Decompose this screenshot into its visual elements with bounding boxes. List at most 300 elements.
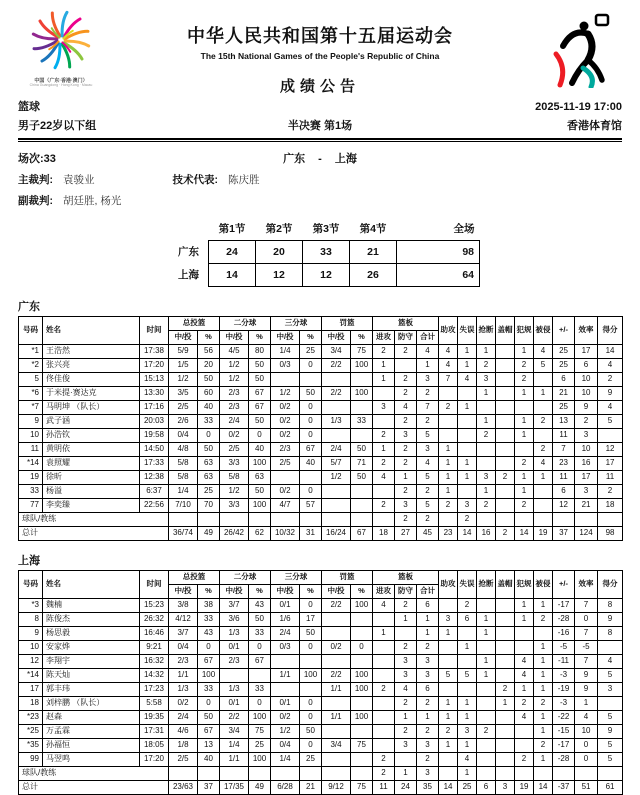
stat-cell [515, 626, 534, 640]
quarter-table [160, 218, 480, 287]
column-header: 犯规 [515, 570, 534, 598]
stat-cell: 2 [373, 682, 395, 696]
stat-cell: 27 [395, 526, 417, 540]
stat-cell: 100 [351, 598, 373, 612]
stat-cell [496, 640, 515, 654]
stat-cell: 4 [417, 344, 439, 358]
column-header: 三分球 [271, 316, 322, 330]
stat-cell: 0/2 [271, 400, 300, 414]
stat-cell: 3/7 [220, 598, 249, 612]
stat-cell [477, 710, 496, 724]
stat-cell: 9 [598, 724, 623, 738]
stat-cell: 1 [477, 344, 496, 358]
stat-cell: 1 [477, 414, 496, 428]
stat-cell: 24 [395, 780, 417, 794]
stat-cell: 14:50 [140, 442, 169, 456]
stat-cell: 1 [496, 696, 515, 710]
stat-cell [271, 512, 300, 526]
player-number: 77 [19, 498, 43, 512]
stat-cell [220, 512, 249, 526]
stat-cell: 1 [575, 696, 598, 710]
player-row [19, 752, 623, 766]
player-number: *6 [19, 386, 43, 400]
stat-cell: 10 [575, 442, 598, 456]
stat-cell: 2/5 [271, 456, 300, 470]
stat-cell [351, 484, 373, 498]
stat-cell: 1 [458, 696, 477, 710]
stat-cell: 3 [395, 498, 417, 512]
stat-cell: 11 [598, 470, 623, 484]
stat-cell: 100 [198, 668, 220, 682]
stat-cell: 6 [553, 372, 575, 386]
stat-cell: 1 [534, 752, 553, 766]
stat-cell: 1 [458, 640, 477, 654]
stat-cell: 4 [417, 456, 439, 470]
stat-cell: 50 [198, 710, 220, 724]
column-header: 防守 [395, 584, 417, 598]
stat-cell: 50 [351, 470, 373, 484]
player-row [19, 626, 623, 640]
stat-cell: 100 [249, 498, 271, 512]
stat-cell: 3 [458, 498, 477, 512]
stat-cell: 3 [439, 612, 458, 626]
stat-cell: 25 [198, 484, 220, 498]
quarter-score-cell: 12 [256, 263, 303, 286]
stat-cell: 2/2 [220, 710, 249, 724]
stat-cell: 63 [198, 470, 220, 484]
column-header: +/- [553, 570, 575, 598]
player-number: *7 [19, 400, 43, 414]
column-header: 效率 [575, 316, 598, 344]
stat-cell: 0 [300, 710, 322, 724]
player-name: 黄明依 [43, 442, 140, 456]
stat-cell: 2 [534, 442, 553, 456]
stat-cell [496, 400, 515, 414]
stat-cell [534, 484, 553, 498]
stat-cell: 1 [515, 612, 534, 626]
stat-cell: 2/3 [271, 442, 300, 456]
stat-cell: 67 [249, 400, 271, 414]
player-name: 佟佳俊 [43, 372, 140, 386]
column-header: 二分球 [220, 570, 271, 584]
team-name-guangdong: 广东 [18, 300, 40, 313]
quarter-header: 第3节 [312, 223, 340, 235]
stat-cell: 0 [300, 358, 322, 372]
stat-cell: 1/2 [271, 386, 300, 400]
stat-cell: 1 [395, 470, 417, 484]
column-header: % [198, 330, 220, 344]
stat-cell: 3/8 [169, 598, 198, 612]
stat-cell: 17:38 [140, 344, 169, 358]
stat-cell: -28 [553, 612, 575, 626]
stat-cell: 67 [198, 654, 220, 668]
title-block [104, 10, 536, 96]
column-header: +/- [553, 316, 575, 344]
sport-pictogram [536, 10, 622, 93]
stat-cell [496, 498, 515, 512]
stat-cell: 2 [515, 752, 534, 766]
stat-cell: 17:16 [140, 400, 169, 414]
player-row [19, 442, 623, 456]
stat-cell: 3 [598, 682, 623, 696]
stat-cell: 21 [553, 386, 575, 400]
stat-cell: 1 [439, 738, 458, 752]
stat-cell: 4/8 [169, 442, 198, 456]
stat-cell [496, 428, 515, 442]
stat-cell: 1/3 [322, 414, 351, 428]
player-number: 99 [19, 752, 43, 766]
stat-cell: 21 [300, 780, 322, 794]
stat-cell [373, 612, 395, 626]
player-number: *14 [19, 668, 43, 682]
stat-cell: 2 [373, 498, 395, 512]
stat-cell: 1 [458, 400, 477, 414]
player-row [19, 738, 623, 752]
officials-line-2 [18, 193, 622, 208]
stat-cell: 71 [351, 456, 373, 470]
player-row [19, 428, 623, 442]
stat-cell: 2/4 [322, 442, 351, 456]
stat-cell: 0/2 [169, 696, 198, 710]
stat-cell: 0 [300, 598, 322, 612]
stat-cell: 5 [598, 752, 623, 766]
column-header: % [300, 330, 322, 344]
stat-cell [575, 766, 598, 780]
stat-cell: 4 [598, 654, 623, 668]
stat-cell: 2 [395, 724, 417, 738]
stat-cell: 12:38 [140, 470, 169, 484]
tech-delegate-label: 技术代表: [172, 173, 218, 186]
stat-cell [496, 598, 515, 612]
player-number: 5 [19, 372, 43, 386]
stat-cell: 9:21 [140, 640, 169, 654]
stat-cell [477, 442, 496, 456]
stat-cell: 10 [575, 386, 598, 400]
stat-cell: 50 [249, 414, 271, 428]
player-number: 18 [19, 696, 43, 710]
player-number: *35 [19, 738, 43, 752]
stat-cell: 3 [395, 428, 417, 442]
column-header: 得分 [598, 570, 623, 598]
stat-cell: 100 [300, 668, 322, 682]
stat-cell [477, 640, 496, 654]
stat-cell: 0/3 [271, 640, 300, 654]
stat-cell: 6:37 [140, 484, 169, 498]
stat-cell: 14:32 [140, 668, 169, 682]
stat-cell: -17 [553, 598, 575, 612]
stat-cell: -11 [553, 654, 575, 668]
stat-cell: 17:31 [140, 724, 169, 738]
fullgame-score-cell: 64 [397, 263, 480, 286]
stat-cell: 0 [300, 414, 322, 428]
stat-cell [553, 766, 575, 780]
stat-cell: 5:58 [140, 696, 169, 710]
stat-cell: 75 [351, 780, 373, 794]
stat-cell: 67 [351, 526, 373, 540]
stat-cell: 17:20 [140, 752, 169, 766]
stat-cell: 1 [439, 484, 458, 498]
stat-cell: 80 [249, 344, 271, 358]
stat-cell [496, 724, 515, 738]
stat-cell: 33 [198, 414, 220, 428]
stat-cell: 62 [249, 526, 271, 540]
stat-cell: 50 [249, 484, 271, 498]
stat-cell: 1/5 [169, 358, 198, 372]
stat-cell [477, 598, 496, 612]
basketball-player-pictogram-icon [543, 75, 615, 92]
column-header: 罚篮 [322, 570, 373, 584]
stat-cell: 1/2 [322, 470, 351, 484]
totals-row [19, 526, 623, 540]
stat-cell: 10 [575, 372, 598, 386]
stat-cell: 1 [439, 626, 458, 640]
stat-cell: 4 [458, 752, 477, 766]
stat-cell [300, 470, 322, 484]
stat-cell: 10 [575, 724, 598, 738]
stat-cell: 2 [395, 696, 417, 710]
stat-cell [439, 752, 458, 766]
stat-cell [198, 512, 220, 526]
stat-cell: 2 [395, 386, 417, 400]
stat-cell: 2/5 [169, 752, 198, 766]
stat-cell [458, 414, 477, 428]
stat-cell: 1 [458, 738, 477, 752]
stat-cell: 3 [417, 738, 439, 752]
stat-cell [322, 428, 351, 442]
stat-cell [458, 484, 477, 498]
column-header: 助攻 [439, 570, 458, 598]
stat-cell: 40 [300, 456, 322, 470]
player-number: *25 [19, 724, 43, 738]
assistant-referee-label: 副裁判: [18, 194, 53, 207]
stat-cell: 11 [373, 780, 395, 794]
stat-cell: 2 [439, 498, 458, 512]
stat-cell: 3/7 [169, 626, 198, 640]
stat-cell: 2 [515, 696, 534, 710]
stats-table-guangdong [18, 316, 623, 541]
stat-cell: 100 [249, 710, 271, 724]
player-row [19, 386, 623, 400]
stat-cell [458, 682, 477, 696]
stat-cell: 7 [417, 400, 439, 414]
quarter-score-row [160, 263, 480, 286]
stat-cell [439, 654, 458, 668]
stat-cell: -5 [575, 640, 598, 654]
player-row [19, 498, 623, 512]
team-section-shanghai [18, 552, 622, 795]
stat-cell: -17 [553, 738, 575, 752]
stat-cell: 13 [198, 738, 220, 752]
player-row [19, 414, 623, 428]
stat-cell: 0 [198, 696, 220, 710]
stat-cell [322, 752, 351, 766]
stat-cell [515, 442, 534, 456]
stat-cell: 33 [351, 414, 373, 428]
stat-cell: 4 [373, 470, 395, 484]
stat-cell: 36/74 [169, 526, 198, 540]
stat-cell: 1/3 [169, 682, 198, 696]
player-name: 张兴亮 [43, 358, 140, 372]
player-name: 袁照耀 [43, 456, 140, 470]
stat-cell: 0/4 [169, 428, 198, 442]
stat-cell: 1/2 [169, 372, 198, 386]
stat-cell: 3 [417, 766, 439, 780]
stat-cell [515, 724, 534, 738]
stat-cell: 43 [249, 598, 271, 612]
fireworks-emblem-icon [25, 59, 97, 76]
stat-cell: 1 [477, 612, 496, 626]
player-name: 武子涵 [43, 414, 140, 428]
stat-cell [300, 512, 322, 526]
stat-cell [351, 766, 373, 780]
stat-cell: 5 [417, 498, 439, 512]
player-number: 10 [19, 640, 43, 654]
stat-cell: 2 [417, 640, 439, 654]
stat-cell [598, 512, 623, 526]
player-name: 孙福恒 [43, 738, 140, 752]
stat-cell [439, 766, 458, 780]
quarter-header: 第1节 [218, 223, 246, 235]
games-title-en: The 15th National Games of the People's Republic of China [200, 51, 440, 61]
stat-cell [477, 752, 496, 766]
stat-cell: 14 [598, 344, 623, 358]
stat-cell: 12 [598, 442, 623, 456]
column-header: % [198, 584, 220, 598]
stat-cell: 50 [198, 372, 220, 386]
stat-cell: 2/2 [322, 598, 351, 612]
stat-cell [373, 668, 395, 682]
stat-cell: 2 [395, 442, 417, 456]
quarter-score-cell: 33 [303, 240, 350, 263]
stat-cell: 0/2 [322, 640, 351, 654]
stat-cell: 3 [458, 724, 477, 738]
stat-cell: 2 [496, 470, 515, 484]
stat-cell: 1 [515, 386, 534, 400]
stat-cell: 2 [395, 414, 417, 428]
stat-cell: 75 [351, 738, 373, 752]
stat-cell: 1 [395, 766, 417, 780]
stat-cell: 1 [439, 456, 458, 470]
stat-cell: 2 [395, 484, 417, 498]
stat-cell [249, 512, 271, 526]
stat-cell: 5/8 [169, 470, 198, 484]
stat-cell: 13:30 [140, 386, 169, 400]
stat-cell: 63 [249, 470, 271, 484]
stat-cell: 0 [575, 738, 598, 752]
stat-cell: 4/5 [220, 344, 249, 358]
stat-cell [373, 484, 395, 498]
stat-cell: 7/10 [169, 498, 198, 512]
stat-cell: 5 [598, 414, 623, 428]
stat-cell: 2 [417, 724, 439, 738]
quarter-score-cell: 21 [350, 240, 397, 263]
stat-cell: 16:46 [140, 626, 169, 640]
stat-cell [534, 498, 553, 512]
stat-cell: 2/3 [220, 386, 249, 400]
stat-cell [515, 738, 534, 752]
stat-cell: 2 [534, 696, 553, 710]
stat-cell: 17:20 [140, 358, 169, 372]
player-row [19, 682, 623, 696]
column-header: 中/投 [220, 584, 249, 598]
column-header: 姓名 [43, 570, 140, 598]
stat-cell: 7 [575, 598, 598, 612]
stat-cell [373, 738, 395, 752]
stat-cell: 1/1 [322, 682, 351, 696]
column-header: 号码 [19, 316, 43, 344]
stat-cell: 4/7 [271, 498, 300, 512]
stat-cell: 1 [515, 484, 534, 498]
stat-cell: 17:33 [140, 456, 169, 470]
player-number: 8 [19, 612, 43, 626]
game-number: 场次:33 [18, 152, 56, 165]
player-row [19, 358, 623, 372]
stat-cell: 0 [300, 696, 322, 710]
stat-cell [534, 428, 553, 442]
stat-cell [496, 386, 515, 400]
stat-cell: 18:05 [140, 738, 169, 752]
stat-cell: 9 [598, 386, 623, 400]
stat-cell: 1 [417, 612, 439, 626]
stat-cell [322, 372, 351, 386]
stat-cell [271, 682, 300, 696]
stat-cell: -16 [553, 626, 575, 640]
stat-cell [220, 668, 249, 682]
stat-cell: 57 [300, 498, 322, 512]
stat-cell: 10/32 [271, 526, 300, 540]
stat-cell: 1/1 [271, 668, 300, 682]
stat-cell: 0 [249, 428, 271, 442]
column-header: 篮板 [373, 570, 439, 584]
stat-cell: 1 [395, 710, 417, 724]
totals-label: 总计 [19, 526, 169, 540]
stat-cell: 1/3 [220, 626, 249, 640]
stat-cell: 3 [417, 442, 439, 456]
stat-cell: 1 [515, 428, 534, 442]
stat-cell [598, 766, 623, 780]
stat-cell: 2 [439, 724, 458, 738]
stat-cell: 20:03 [140, 414, 169, 428]
stat-cell: 9 [575, 400, 598, 414]
stat-cell: -28 [553, 752, 575, 766]
stat-cell: 2/4 [220, 414, 249, 428]
stat-cell [300, 766, 322, 780]
stat-cell [351, 752, 373, 766]
bulletin-title: 成绩公告 [279, 78, 360, 95]
player-name: 万孟霖 [43, 724, 140, 738]
stat-cell: 4 [373, 598, 395, 612]
column-header: 抢断 [477, 570, 496, 598]
stat-cell: 50 [198, 442, 220, 456]
player-name: 李奕臻 [43, 498, 140, 512]
player-name: 赵森 [43, 710, 140, 724]
stat-cell: 124 [575, 526, 598, 540]
stat-cell: 1 [439, 442, 458, 456]
stat-cell: 0 [249, 696, 271, 710]
column-header: 罚篮 [322, 316, 373, 330]
stat-cell [458, 626, 477, 640]
stat-cell: 38 [198, 598, 220, 612]
stat-cell: 5/8 [169, 456, 198, 470]
stat-cell: 1/2 [220, 372, 249, 386]
stat-cell: 4 [515, 654, 534, 668]
stat-cell [351, 612, 373, 626]
stat-cell: 67 [198, 724, 220, 738]
column-header: 效率 [575, 570, 598, 598]
team-section-guangdong [18, 298, 622, 541]
stat-cell [477, 400, 496, 414]
stat-cell: 43 [198, 626, 220, 640]
